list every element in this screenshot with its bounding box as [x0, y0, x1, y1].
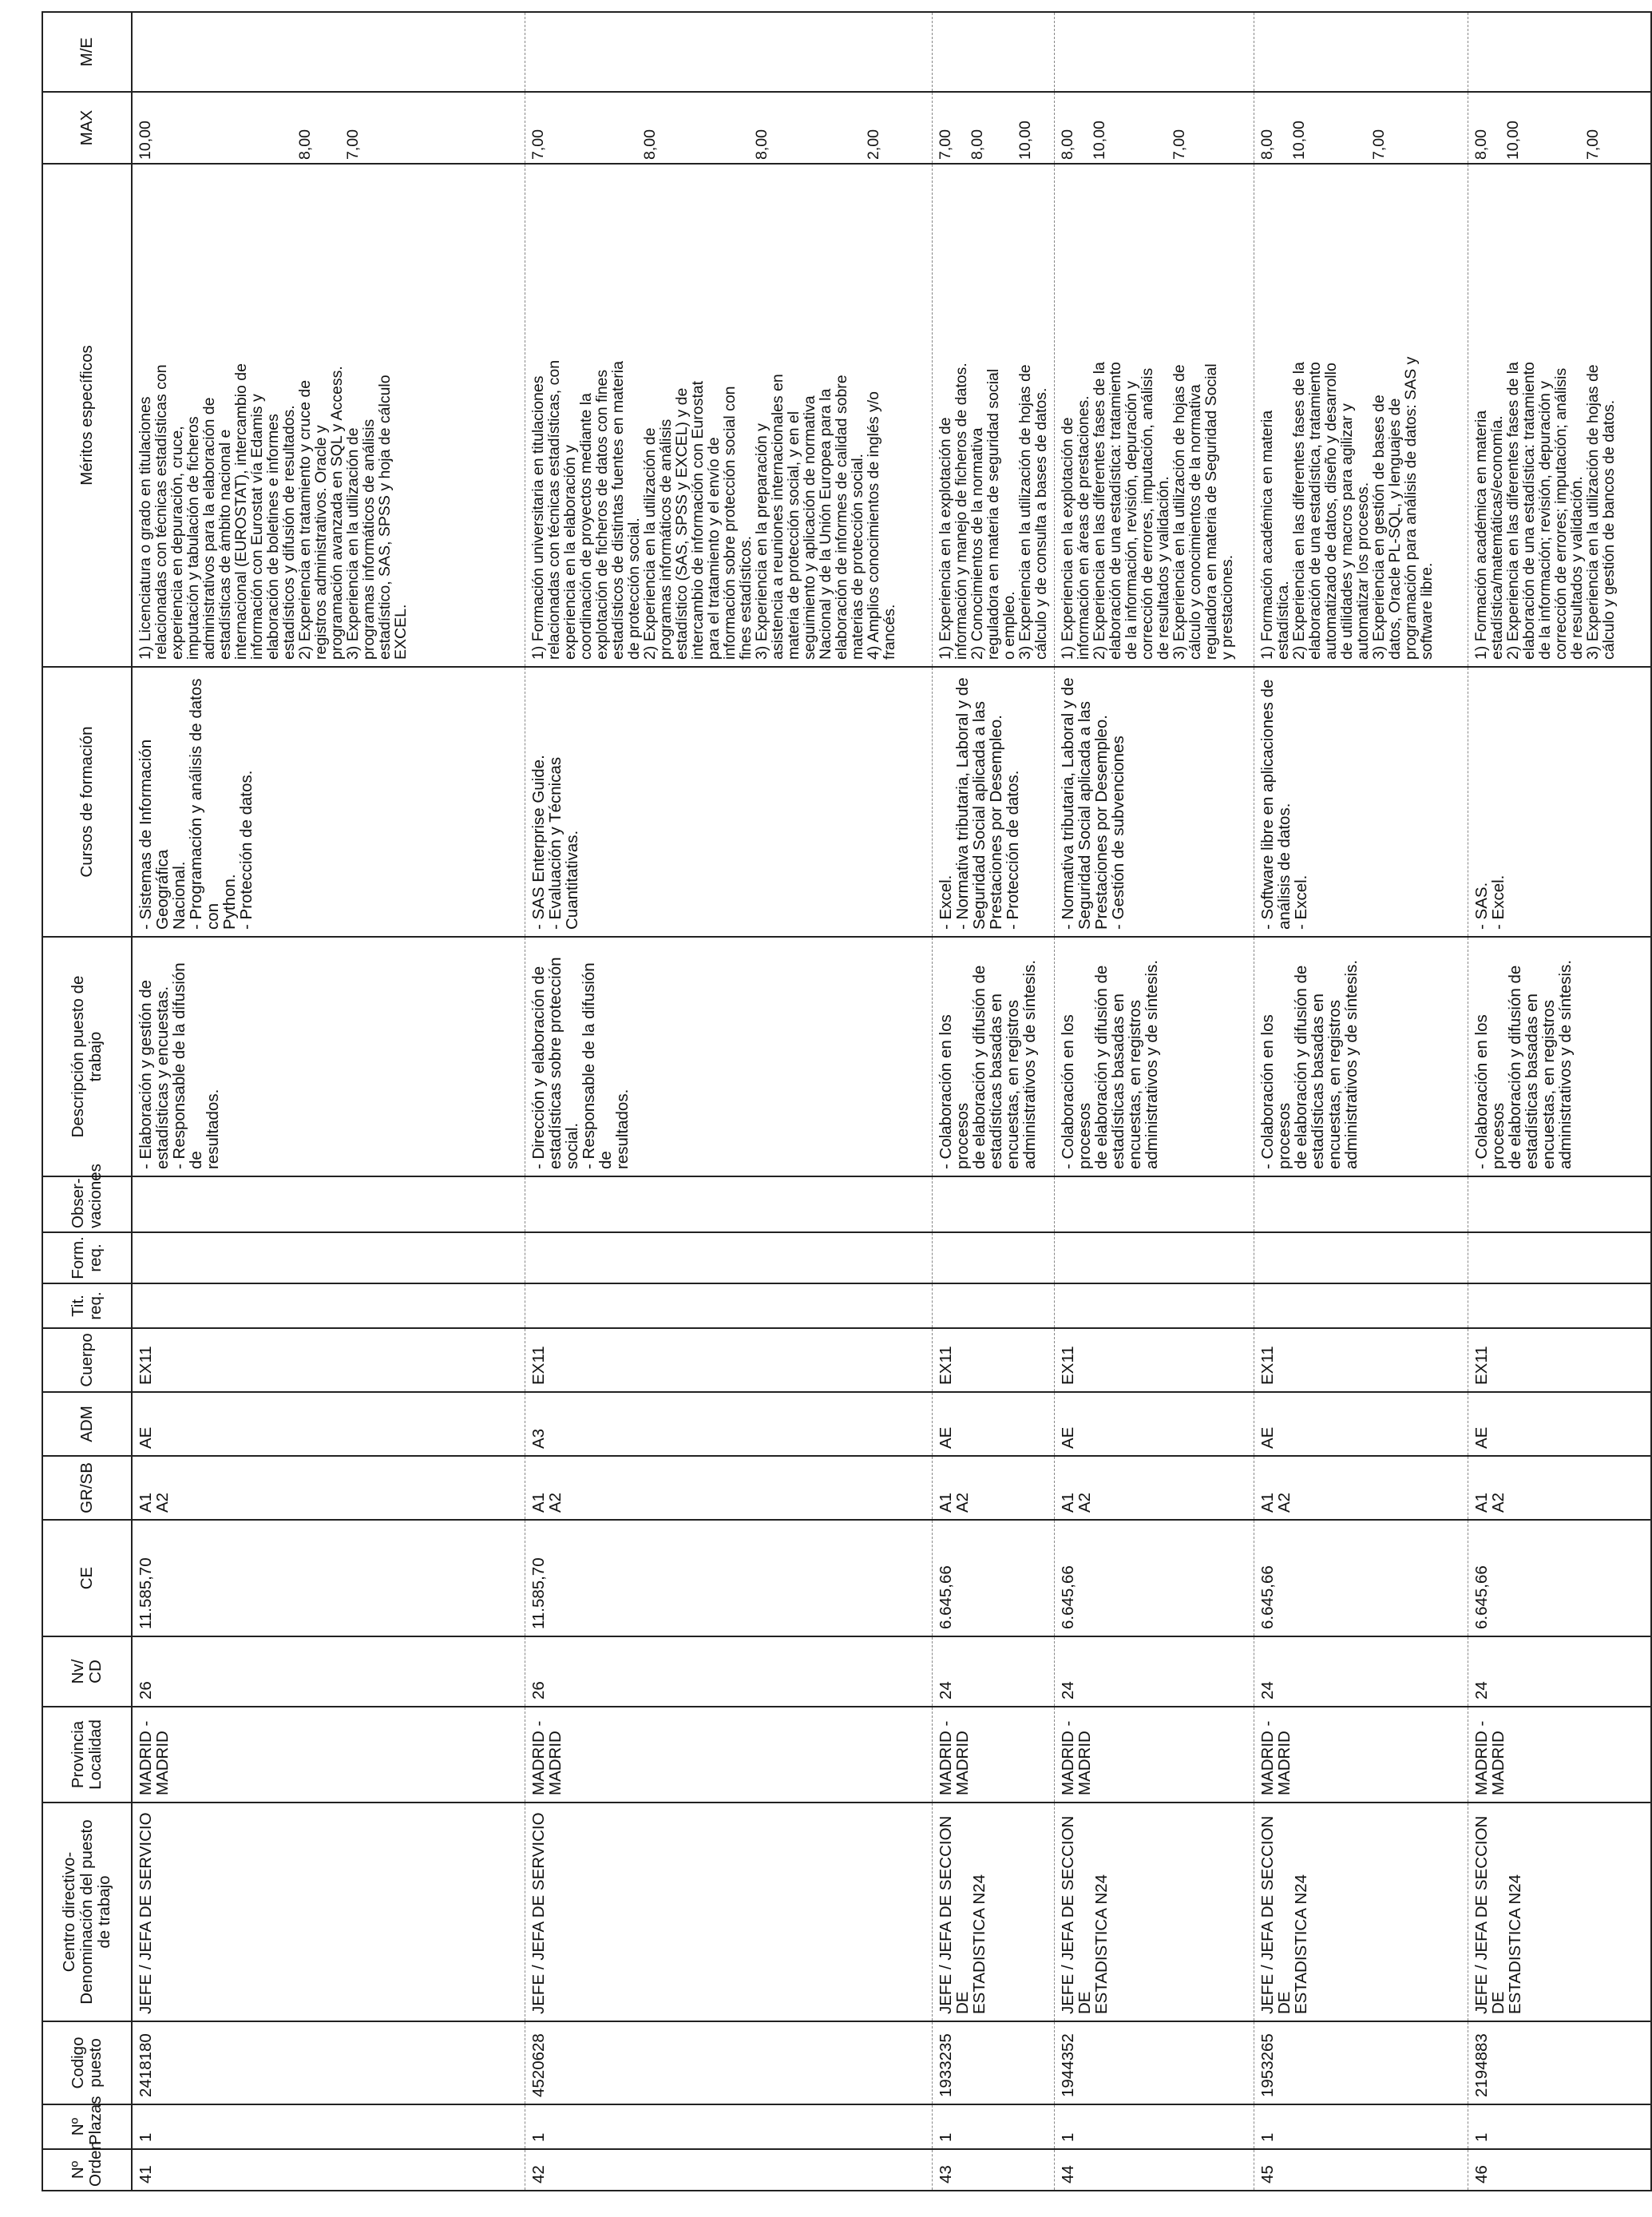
cell-form	[525, 1232, 932, 1283]
cell-provincia: MADRID - MADRID	[1468, 1707, 1651, 1803]
merit-item: 2) Experiencia en las diferentes fases de la elaboración de una estadística: tratamiento de la información; revisión, depuración y corrección de errores; imputación; análisis de resultados y validación.	[1503, 362, 1586, 660]
cell-meritos	[1468, 164, 1651, 667]
cell-meritos	[525, 164, 932, 667]
merit-item: 2) Experiencia en la utilización de programas informáticos de análisis estadístico (SAS, SPSS y EXCEL) y de intercambio de información con Eurostat para el tratamiento y el envío de información sobre protección social con fines estadísticos.	[640, 380, 755, 660]
cell-form	[1054, 1232, 1254, 1283]
cell-meritos	[1054, 164, 1254, 667]
cell-codigo: 1953265	[1254, 2021, 1468, 2104]
merit-item: 2) Experiencia en las diferentes fases de la elaboración de una estadística: tratamiento de la información, revisión, depuración y corrección de errores, imputación, análisis de resultados y validación.	[1090, 362, 1172, 660]
cell-grsb: A1 A2	[932, 1456, 1054, 1520]
cell-form	[1254, 1232, 1468, 1283]
merit-item: 4) Amplios conocimientos de inglés y/o francés.	[864, 391, 898, 660]
header-ce: CE	[42, 1520, 132, 1636]
cell-grsb: A1 A2	[132, 1456, 525, 1520]
cell-me	[1468, 12, 1651, 92]
cell-cuerpo: EX11	[932, 1328, 1054, 1392]
cell-ce: 11.585,70	[525, 1520, 932, 1636]
cell-tit	[132, 1283, 525, 1328]
cell-nivel: 26	[132, 1636, 525, 1707]
cell-max	[1254, 92, 1468, 164]
cell-codigo: 2194883	[1468, 2021, 1651, 2104]
cell-me	[525, 12, 932, 92]
cell-provincia: MADRID - MADRID	[525, 1707, 932, 1803]
header-codigo: Codigo puesto	[42, 2021, 132, 2104]
cell-obs	[1254, 1176, 1468, 1232]
cell-grsb: A1 A2	[1054, 1456, 1254, 1520]
max-value: 8,00	[1472, 129, 1490, 160]
max-value: 7,00	[1583, 129, 1602, 160]
cell-max	[932, 92, 1054, 164]
cell-descripcion: - Colaboración en los procesos de elaboración y difusión de estadísticas basadas en encuestas, en registros administrativos y de síntesis.	[932, 937, 1054, 1176]
cell-max	[132, 92, 525, 164]
cell-tit	[1468, 1283, 1651, 1328]
merit-item: 3) Experiencia en la utilización de hojas de cálculo y conocimientos de la normativa reguladora en materia de Seguridad Social y prestaciones.	[1170, 363, 1236, 660]
cell-codigo: 1933235	[932, 2021, 1054, 2104]
header-provincia: Provincia Localidad	[42, 1707, 132, 1803]
cell-cuerpo: EX11	[132, 1328, 525, 1392]
cell-max	[1468, 92, 1651, 164]
cell-grsb: A1 A2	[1468, 1456, 1651, 1520]
cell-obs	[525, 1176, 932, 1232]
max-value: 7,00	[1369, 129, 1388, 160]
cell-adm: AE	[932, 1392, 1054, 1456]
max-value: 7,00	[529, 129, 547, 160]
header-centro: Centro directivo- Denominación del puesto de trabajo	[42, 1803, 132, 2021]
cell-tit	[1254, 1283, 1468, 1328]
cell-obs	[1468, 1176, 1651, 1232]
header-form: Form. req.	[42, 1232, 132, 1283]
cell-grsb: A1 A2	[1254, 1456, 1468, 1520]
cell-cuerpo: EX11	[1468, 1328, 1651, 1392]
cell-tit	[1054, 1283, 1254, 1328]
header-row	[42, 12, 132, 2191]
cell-plazas: 1	[132, 2104, 525, 2149]
cell-plazas: 1	[1468, 2104, 1651, 2149]
cell-provincia: MADRID - MADRID	[1254, 1707, 1468, 1803]
merit-item: 3) Experiencia en la utilización de hojas de cálculo y gestión de bancos de datos.	[1583, 364, 1618, 660]
merit-item: 1) Formación académica en materia estadística/matemáticas/economía.	[1472, 410, 1506, 660]
max-value: 2,00	[864, 129, 882, 160]
cell-orden: 43	[932, 2149, 1054, 2191]
cell-nivel: 26	[525, 1636, 932, 1707]
cell-tit	[525, 1283, 932, 1328]
job-positions-table	[42, 11, 1652, 2191]
cell-codigo: 2418180	[132, 2021, 525, 2104]
cell-cuerpo: EX11	[1254, 1328, 1468, 1392]
merit-item: 1) Formación universitaria en titulaciones relacionadas con técnicas estadísticas, con experiencia en la elaboración y coordinación de proyectos mediante la explotación de ficheros de datos con fines estadísticos de distintas fuentes en materia de protección social.	[529, 359, 643, 660]
merit-item: 1) Experiencia en la explotación de información y manejo de ficheros de datos.	[936, 363, 970, 660]
merit-item: 3) Experiencia en la utilización de hojas de cálculo y de consulta a bases de datos.	[1016, 364, 1050, 660]
cell-centro: JEFE / JEFA DE SECCION DE ESTADISTICA N24	[1468, 1803, 1651, 2021]
table-row	[1054, 12, 1254, 2191]
cell-provincia: MADRID - MADRID	[932, 1707, 1054, 1803]
cell-me	[1254, 12, 1468, 92]
cell-centro: JEFE / JEFA DE SERVICIO	[525, 1803, 932, 2021]
merit-item: 3) Experiencia en la preparación y asistencia a reuniones internacionales en materia de protección social, y en el seguimiento y aplicación de normativa Nacional y de la Unión Europea para la elaboración de informes de calidad sobre materias de protección social.	[752, 374, 866, 660]
cell-plazas: 1	[932, 2104, 1054, 2149]
cell-obs	[1054, 1176, 1254, 1232]
max-value: 8,00	[968, 129, 986, 160]
table-row	[132, 12, 525, 2191]
cell-ce: 6.645,66	[1254, 1520, 1468, 1636]
cell-orden: 45	[1254, 2149, 1468, 2191]
cell-meritos	[1254, 164, 1468, 667]
cell-ce: 6.645,66	[932, 1520, 1054, 1636]
merit-item: 1) Licenciatura o grado en titulaciones relacionadas con técnicas estadísticas con experiencia en depuración, cruce, imputación y tabulación de ficheros administrativos para la elaboración de estadísticas de ámbito nacional e internacional (EUROSTAT), intercambio de información con Eurostat vía Edamis y elaboración de boletines e informes estadísticos y difusión de resultados.	[137, 363, 298, 660]
cell-nivel: 24	[1054, 1636, 1254, 1707]
header-orden: Nº Orden	[42, 2149, 132, 2191]
header-obs: Obser- vaciones	[42, 1176, 132, 1232]
cell-centro: JEFE / JEFA DE SECCION DE ESTADISTICA N24	[932, 1803, 1054, 2021]
cell-grsb: A1 A2	[525, 1456, 932, 1520]
cell-descripcion: - Elaboración y gestión de estadísticas y encuestas. - Responsable de la difusión de resultados.	[132, 937, 525, 1176]
cell-cuerpo: EX11	[1054, 1328, 1254, 1392]
cell-form	[1468, 1232, 1651, 1283]
table-body	[132, 12, 1651, 2191]
table-row	[1254, 12, 1468, 2191]
max-value: 10,00	[1503, 121, 1522, 160]
merit-item: 1) Formación académica en materia estadística.	[1258, 410, 1292, 660]
cell-nivel: 24	[1254, 1636, 1468, 1707]
max-value: 10,00	[1016, 121, 1034, 160]
max-value: 8,00	[640, 129, 659, 160]
cell-max	[1054, 92, 1254, 164]
cell-obs	[132, 1176, 525, 1232]
cell-me	[932, 12, 1054, 92]
cell-adm: AE	[1054, 1392, 1254, 1456]
cell-codigo: 1944352	[1054, 2021, 1254, 2104]
cell-orden: 44	[1054, 2149, 1254, 2191]
cell-descripcion: - Colaboración en los procesos de elaboración y difusión de estadísticas basadas en encuestas, en registros administrativos y de síntesis.	[1254, 937, 1468, 1176]
cell-cuerpo: EX11	[525, 1328, 932, 1392]
merit-item: 2) Experiencia en tratamiento y cruce de registros administrativos. Oracle y programación avanzada en SQL y Access.	[296, 366, 346, 660]
cell-cursos: - SAS. - Excel.	[1468, 667, 1651, 937]
cell-provincia: MADRID - MADRID	[132, 1707, 525, 1803]
cell-nivel: 24	[1468, 1636, 1651, 1707]
cell-orden: 42	[525, 2149, 932, 2191]
merit-item: 2) Experiencia en las diferentes fases de la elaboración de una estadística, tratamiento automatizado de datos, diseño y desarrollo de utilidades y macros para agilizar y automatizar los procesos.	[1290, 362, 1372, 660]
cell-adm: AE	[1468, 1392, 1651, 1456]
cell-adm: AE	[132, 1392, 525, 1456]
cell-centro: JEFE / JEFA DE SERVICIO	[132, 1803, 525, 2021]
header-descripcion: Descripción puesto de trabajo	[42, 937, 132, 1176]
cell-cursos: - SAS Enterprise Guide. - Evaluación y Técnicas Cuantitativas.	[525, 667, 932, 937]
max-value: 8,00	[752, 129, 771, 160]
cell-centro: JEFE / JEFA DE SECCION DE ESTADISTICA N24	[1054, 1803, 1254, 2021]
cell-meritos	[932, 164, 1054, 667]
cell-orden: 41	[132, 2149, 525, 2191]
header-max: MAX	[42, 92, 132, 164]
cell-descripcion: - Colaboración en los procesos de elaboración y difusión de estadísticas basadas en encuestas, en registros administrativos y de síntesis.	[1468, 937, 1651, 1176]
max-value: 10,00	[1090, 121, 1108, 160]
cell-ce: 11.585,70	[132, 1520, 525, 1636]
cell-orden: 46	[1468, 2149, 1651, 2191]
cell-meritos	[132, 164, 525, 667]
merit-item: 3) Experiencia en gestión de bases de datos, Oracle PL-SQL, y lenguajes de programación para análisis de datos: SAS y software libre.	[1369, 356, 1436, 660]
cell-adm: AE	[1254, 1392, 1468, 1456]
header-adm: ADM	[42, 1392, 132, 1456]
merit-item: 3) Experiencia en la utilización de programas informáticos de análisis estadístico, SAS, SPSS y hoja de cálculo EXCEL.	[344, 375, 410, 660]
header-cursos: Cursos de formación	[42, 667, 132, 937]
max-value: 8,00	[296, 129, 314, 160]
max-value: 8,00	[1058, 129, 1076, 160]
table-row	[932, 12, 1054, 2191]
header-meritos: Méritos específicos	[42, 164, 132, 667]
max-value: 10,00	[1290, 121, 1308, 160]
cell-me	[132, 12, 525, 92]
cell-centro: JEFE / JEFA DE SECCION DE ESTADISTICA N24	[1254, 1803, 1468, 2021]
merit-item: 2) Conocimientos de la normativa reguladora en materia de seguridad social o empleo.	[968, 368, 1018, 660]
header-tit: Tit. req.	[42, 1283, 132, 1328]
header-grsb: GR/SB	[42, 1456, 132, 1520]
cell-cursos: - Normativa tributaria, Laboral y de Seguridad Social aplicada a las Prestaciones por Desempleo. - Gestión de subvenciones	[1054, 667, 1254, 937]
cell-form	[932, 1232, 1054, 1283]
max-value: 7,00	[936, 129, 954, 160]
cell-cursos: - Sistemas de Información Geográfica Nacional. - Programación y análisis de datos con Python. - Protección de datos.	[132, 667, 525, 937]
cell-nivel: 24	[932, 1636, 1054, 1707]
cell-form	[132, 1232, 525, 1283]
cell-plazas: 1	[1054, 2104, 1254, 2149]
cell-provincia: MADRID - MADRID	[1054, 1707, 1254, 1803]
cell-adm: A3	[525, 1392, 932, 1456]
max-value: 10,00	[137, 121, 154, 160]
header-cuerpo: Cuerpo	[42, 1328, 132, 1392]
cell-descripcion: - Colaboración en los procesos de elaboración y difusión de estadísticas basadas en encuestas, en registros administrativos y de síntesis.	[1054, 937, 1254, 1176]
cell-obs	[932, 1176, 1054, 1232]
cell-ce: 6.645,66	[1468, 1520, 1651, 1636]
cell-plazas: 1	[525, 2104, 932, 2149]
max-value: 8,00	[1258, 129, 1276, 160]
cell-codigo: 4520628	[525, 2021, 932, 2104]
table-row	[525, 12, 932, 2191]
table-row	[1468, 12, 1651, 2191]
cell-max	[525, 92, 932, 164]
header-plazas: Nº Plazas	[42, 2104, 132, 2149]
cell-me	[1054, 12, 1254, 92]
max-value: 7,00	[1170, 129, 1188, 160]
cell-cursos: - Excel. - Normativa tributaria, Laboral y de Seguridad Social aplicada a las Prestaciones por Desempleo. - Protección de datos.	[932, 667, 1054, 937]
header-nivel: Nv/ CD	[42, 1636, 132, 1707]
cell-cursos: - Software libre en aplicaciones de análisis de datos. - Excel.	[1254, 667, 1468, 937]
max-value: 7,00	[344, 129, 362, 160]
cell-ce: 6.645,66	[1054, 1520, 1254, 1636]
header-me: M/E	[42, 12, 132, 92]
merit-item: 1) Experiencia en la explotación de información en áreas de prestaciones.	[1058, 395, 1092, 660]
cell-descripcion: - Dirección y elaboración de estadísticas sobre protección social. - Responsable de la difusión de resultados.	[525, 937, 932, 1176]
cell-tit	[932, 1283, 1054, 1328]
cell-plazas: 1	[1254, 2104, 1468, 2149]
